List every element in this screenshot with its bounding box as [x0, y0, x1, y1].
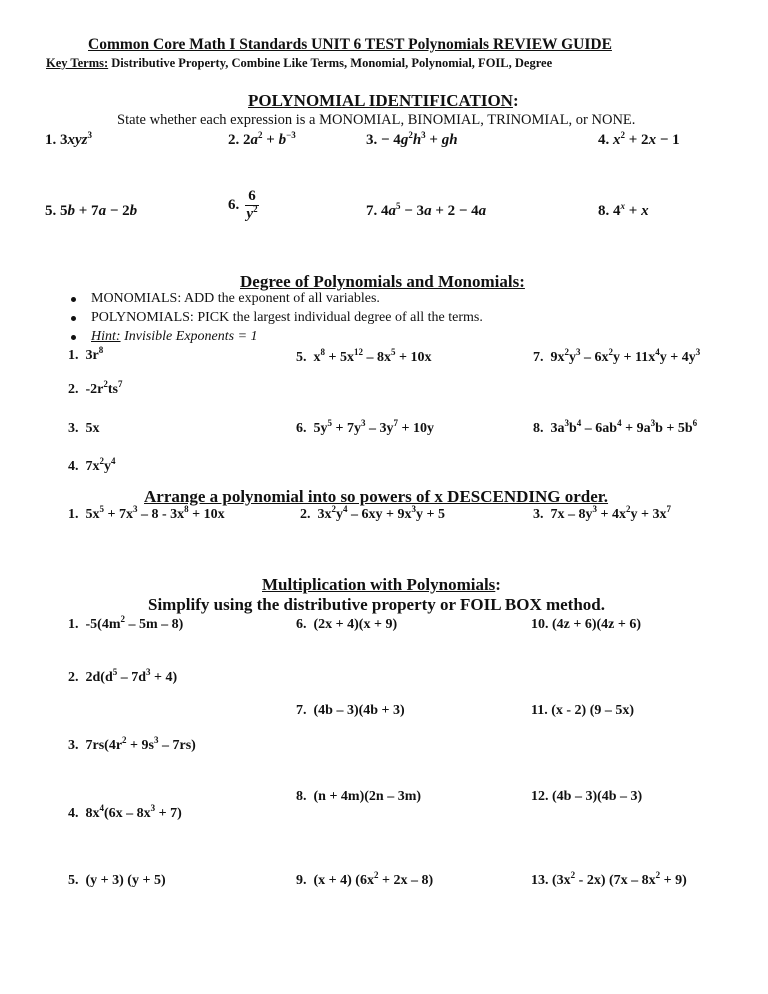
arrange-item-1: 1. $5x^5 + 7x^3 - 8 - 3x^8 + 10x$ [68, 504, 225, 522]
key-terms [46, 56, 552, 71]
multiplication-heading: Multiplication with Polynomials: [262, 575, 501, 594]
mult-item-13: 13. $(3x^2 - 2x)$ $(7x - 8x^2 + 9)$ [531, 870, 687, 888]
degree-heading: Degree of Polynomials and Monomials: [240, 272, 525, 291]
identification-item-4: 4. $x^2 + 2x - 1$ [598, 130, 680, 148]
mult-item-7: 7. (4b – 3)(4b + 3) [296, 703, 405, 718]
mult-item-2: 2. $2d(d^5 - 7d^3 + 4)$ [68, 667, 178, 685]
arrange-item-2: 2. $3x^2y^4 - 6xy + 9x^3y + 5$ [300, 504, 445, 522]
mult-item-12: 12. (4b – 3)(4b – 3) [531, 789, 643, 804]
key-terms-list: Distributive Property, Combine Like Terms, Monomial, Polynomial, FOIL, Degree [108, 56, 553, 70]
degree-item-6: 6. $5y^5 + 7y^3 - 3y^7 + 10y$ [296, 418, 434, 436]
mult-item-9: 9. (x + 4) $(6x^2 + 2x - 8)$ [296, 870, 434, 888]
identification-heading-text: POLYNOMIAL IDENTIFICATION [248, 91, 513, 110]
mult-item-11: 11. (x - 2) (9 – 5x) [531, 703, 635, 718]
identification-item-2: 2. $2a^2 + b^{-3}$ [228, 130, 296, 148]
identification-instructions: State whether each expression is a MONOMIAL, BINOMIAL, TRINOMIAL, or NONE. [117, 112, 636, 128]
degree-item-4: 4. $7x^2y^4$ [68, 456, 116, 474]
multiplication-instructions: Simplify using the distributive property or FOIL BOX method. [148, 595, 605, 614]
mult-item-5: 5. (y + 3) (y + 5) [68, 873, 166, 888]
identification-heading [248, 91, 519, 111]
arrange-heading: Arrange a polynomial into so powers of x DESCENDING order. [144, 487, 609, 506]
degree-bullet-2: POLYNOMIALS: PICK the largest individual degree of all the terms. [91, 310, 483, 326]
mult-item-3: 3. $7rs(4r^2 + 9s^3 - 7rs)$ [68, 735, 196, 753]
identification-item-8: 8. $4^x + x$ [598, 201, 649, 219]
fraction: $\frac{6}{y^2}$ [246, 188, 258, 222]
document-title: Common Core Math I Standards UNIT 6 TEST Polynomials REVIEW GUIDE [88, 36, 612, 53]
mult-item-8: 8. (n + 4m)(2n – 3m) [296, 789, 422, 804]
mult-item-4: 4. $8x^4(6x - 8x^3 + 7)$ [68, 803, 182, 821]
degree-item-1: 1. $3r^8$ [68, 345, 104, 363]
degree-item-5: 5. $x^8 + 5x^{12} - 8x^5 + 10x$ [296, 347, 432, 365]
key-terms-label: Key Terms: [46, 56, 109, 70]
mult-item-10: 10. (4z + 6)(4z + 6) [531, 617, 642, 632]
mult-item-1: 1. $-5(4m^2 - 5m - 8)$ [68, 614, 184, 632]
degree-item-2: 2. $-2r^2ts^7$ [68, 379, 123, 397]
identification-item-3: 3. − $4g^2h^3$ + gh [366, 130, 458, 148]
degree-bullet-1: MONOMIALS: ADD the exponent of all variables. [91, 291, 380, 307]
degree-item-3: 3. 5x [68, 421, 100, 436]
heading-colon: : [512, 91, 519, 110]
identification-item-6: 6. $\frac{6}{y^2}$ [228, 188, 258, 222]
identification-item-7: 7. $4a^5 - 3a + 2 - 4a$ [366, 201, 487, 219]
degree-item-8: 8. $3a^3b^4 - 6ab^4 + 9a^3b + 5b^6$ [533, 418, 698, 436]
identification-item-1: 1. 3xyz$^3$ [45, 130, 92, 148]
degree-hint: Hint: Invisible Exponents = 1 [91, 329, 258, 345]
arrange-item-3: 3. $7x - 8y^3 + 4x^2y + 3x^7$ [533, 504, 671, 522]
identification-item-5: 5. 5b + 7a − 2b [45, 203, 138, 219]
mult-item-6: 6. (2x + 4)(x + 9) [296, 617, 398, 632]
degree-item-7: 7. $9x^2y^3 - 6x^2y + 11x^4y + 4y^3$ [533, 347, 701, 365]
